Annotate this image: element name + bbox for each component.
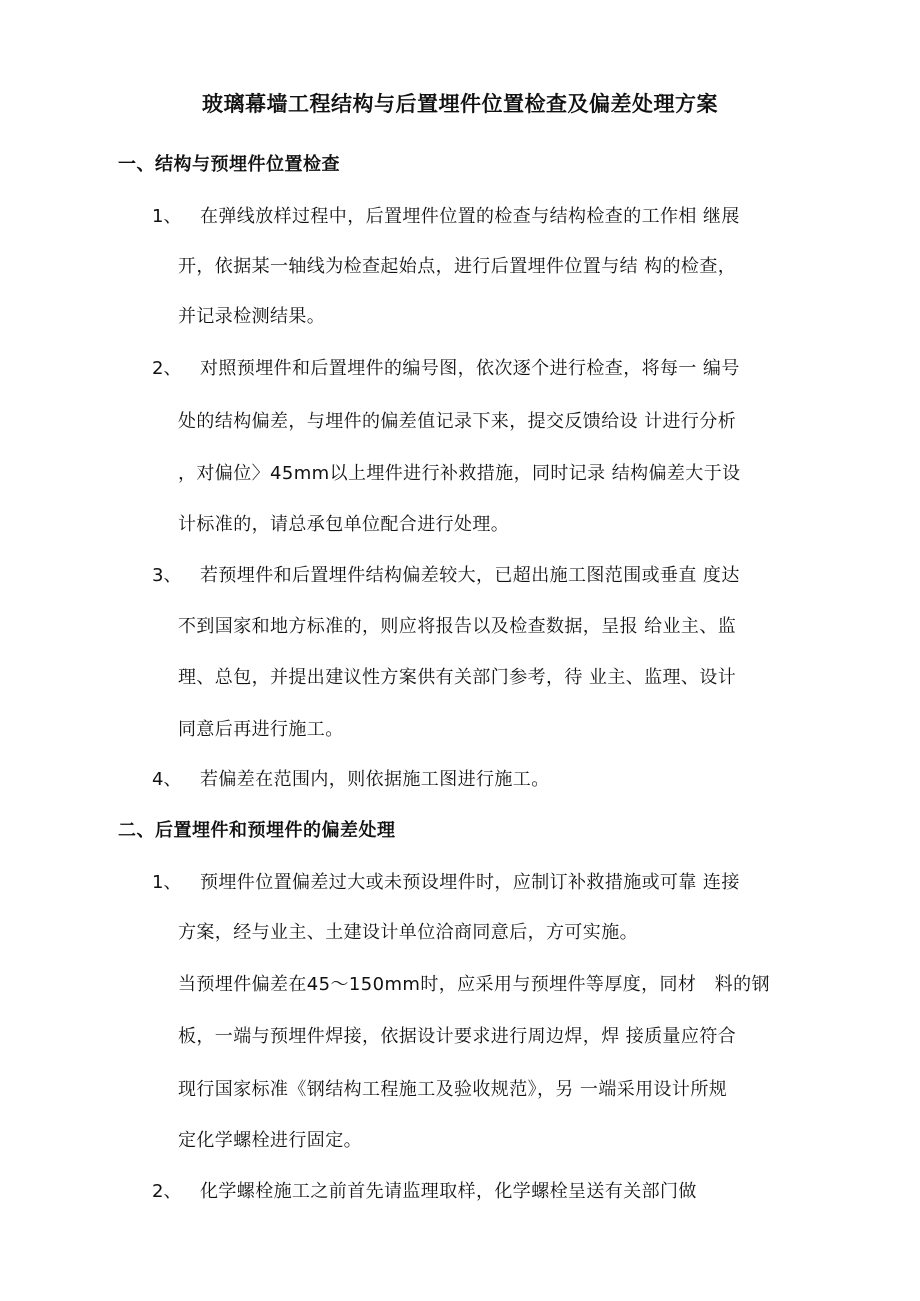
item-number: 1、 <box>152 206 182 227</box>
paragraph-line: 板，一端与预埋件焊接，依据设计要求进行周边焊，焊 接质量应符合 <box>178 1026 737 1047</box>
paragraph-line: 计标准的，请总承包单位配合进行处理。 <box>178 514 510 535</box>
item-number: 3、 <box>152 565 182 586</box>
paragraph-line: 同意后再进行施工。 <box>178 719 344 740</box>
paragraph-line: 化学螺栓施工之前首先请监理取样，化学螺栓呈送有关部门做 <box>200 1181 697 1202</box>
paragraph-line: 预埋件位置偏差过大或未预设埋件时，应制订补救措施或可靠 连接 <box>200 872 740 893</box>
item-number: 2、 <box>152 1181 182 1202</box>
paragraph-line: 当预埋件偏差在45〜150mm时，应采用与预埋件等厚度，同材 料的钢 <box>178 974 770 995</box>
paragraph-line: 若偏差在范围内，则依据施工图进行施工。 <box>200 769 550 790</box>
section-2-heading: 二、后置埋件和预埋件的偏差处理 <box>118 820 396 841</box>
paragraph-line: 定化学螺栓进行固定。 <box>178 1130 362 1151</box>
document-title: 玻璃幕墙工程结构与后置埋件位置检查及偏差处理方案 <box>202 92 718 116</box>
item-number: 2、 <box>152 358 182 379</box>
item-number: 4、 <box>152 769 182 790</box>
paragraph-line: 若预埋件和后置埋件结构偏差较大，已超出施工图范围或垂直 度达 <box>200 565 740 586</box>
paragraph-line: 现行国家标准《钢结构工程施工及验收规范》，另 一端采用设计所规 <box>178 1079 728 1100</box>
paragraph-line: 不到国家和地方标准的，则应将报告以及检查数据，呈报 给业主、监 <box>178 616 737 637</box>
paragraph-line: 理、总包，并提出建议性方案供有关部门参考，待 业主、监理、设计 <box>178 667 737 688</box>
paragraph-line: 处的结构偏差，与埋件的偏差值记录下来，提交反馈给设 计进行分析 <box>178 411 737 432</box>
section-1-heading: 一、结构与预埋件位置检查 <box>118 154 340 175</box>
paragraph-line: ，对偏位〉45mm以上埋件进行补救措施，同时记录 结构偏差大于设 <box>178 463 741 484</box>
paragraph-line: 对照预埋件和后置埋件的编号图，依次逐个进行检查，将每一 编号 <box>200 358 740 379</box>
paragraph-line: 并记录检测结果。 <box>178 306 326 327</box>
paragraph-line: 方案，经与业主、土建设计单位洽商同意后，方可实施。 <box>178 922 638 943</box>
paragraph-line: 在弹线放样过程中，后置埋件位置的检查与结构检查的工作相 继展 <box>200 206 740 227</box>
item-number: 1、 <box>152 872 182 893</box>
paragraph-line: 开，依据某一轴线为检查起始点，进行后置埋件位置与结 构的检查， <box>178 256 737 277</box>
